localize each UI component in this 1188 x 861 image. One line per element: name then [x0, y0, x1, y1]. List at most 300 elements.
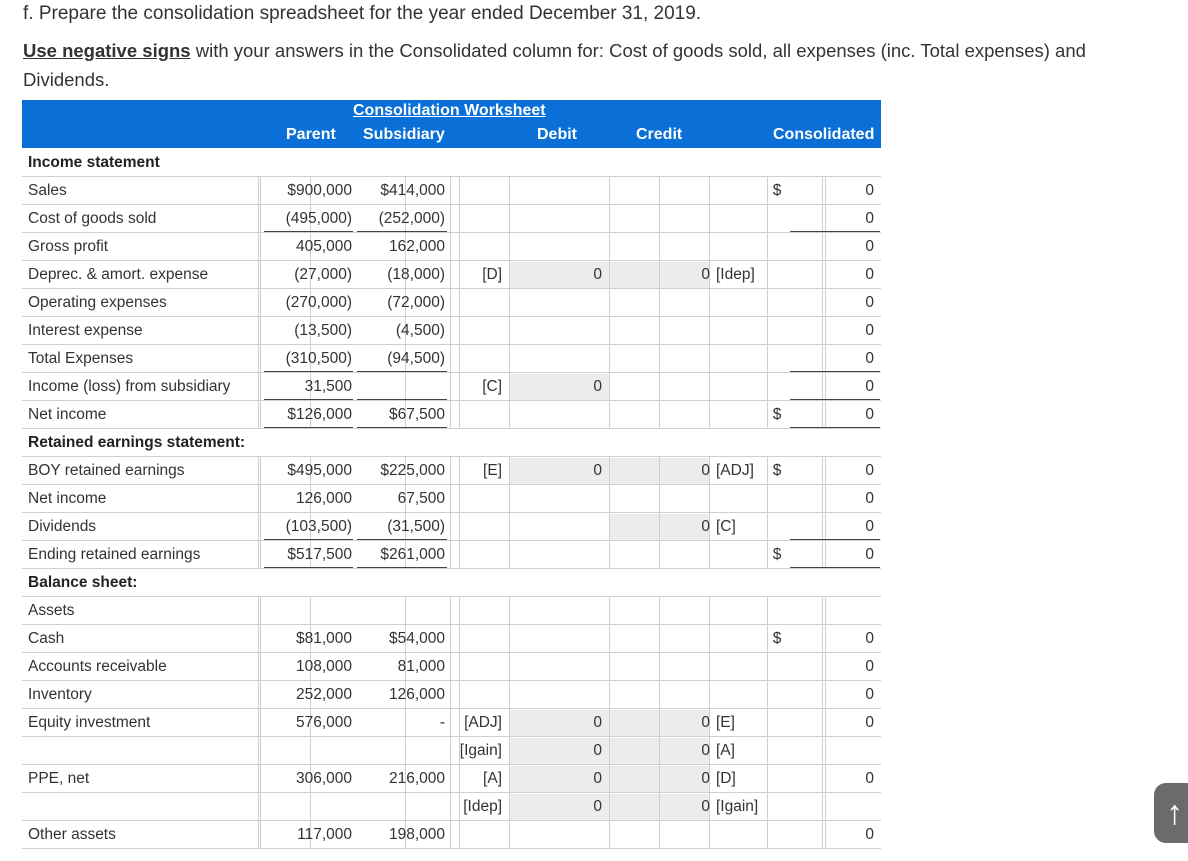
worksheet-row — [22, 177, 881, 205]
section-title: Income statement — [28, 154, 160, 171]
row-label: Interest expense — [28, 322, 143, 339]
consolidated-input[interactable]: 0 — [865, 266, 874, 283]
credit-reference: [ADJ] — [716, 462, 754, 479]
cell-border — [450, 709, 451, 737]
cell-border — [459, 625, 460, 653]
consolidated-input[interactable]: 0 — [865, 630, 874, 647]
debit-input[interactable]: 0 — [593, 770, 602, 787]
currency-symbol: $ — [772, 630, 782, 647]
cell-border — [260, 541, 261, 569]
row-label: Other assets — [28, 826, 116, 843]
cell-border — [258, 485, 259, 513]
debit-input[interactable]: 0 — [593, 714, 602, 731]
section-header-row — [22, 569, 881, 597]
cell-border — [450, 625, 451, 653]
debit-input[interactable]: 0 — [593, 378, 602, 395]
cell-border — [709, 205, 710, 233]
cell-border — [767, 709, 768, 737]
cell-border — [509, 625, 510, 653]
credit-input[interactable]: 0 — [701, 770, 710, 787]
cell-border — [310, 793, 311, 821]
worksheet-row — [22, 653, 881, 681]
cell-border — [405, 597, 406, 625]
cell-border — [659, 541, 660, 569]
cell-border — [450, 597, 451, 625]
row-label: Cost of goods sold — [28, 210, 157, 227]
cell-border — [459, 401, 460, 429]
cell-border — [450, 765, 451, 793]
cell-border — [260, 345, 261, 373]
cell-border — [659, 289, 660, 317]
worksheet-row — [22, 345, 881, 373]
row-label: Assets — [28, 602, 75, 619]
row-label: Operating expenses — [28, 294, 167, 311]
debit-reference: [E] — [483, 462, 502, 479]
credit-reference: [Igain] — [716, 798, 759, 815]
cell-border — [258, 345, 259, 373]
cell-border — [767, 289, 768, 317]
cell-border — [450, 289, 451, 317]
cell-border — [258, 597, 259, 625]
cell-border — [509, 597, 510, 625]
cell-border — [258, 401, 259, 429]
subsidiary-value: $414,000 — [380, 182, 445, 199]
cell-border — [450, 401, 451, 429]
row-label: Net income — [28, 406, 107, 423]
cell-border — [609, 345, 610, 373]
cell-border — [260, 289, 261, 317]
cell-border — [659, 317, 660, 345]
column-header-credit: Credit — [636, 126, 683, 143]
subsidiary-value: 162,000 — [388, 238, 445, 255]
cell-border — [767, 681, 768, 709]
credit-reference: [A] — [716, 742, 735, 759]
cell-border — [609, 233, 610, 261]
cell-border — [767, 765, 768, 793]
parent-value: $126,000 — [287, 406, 352, 423]
cell-border — [609, 653, 610, 681]
subsidiary-value: $54,000 — [388, 630, 445, 647]
currency-symbol: $ — [772, 406, 782, 423]
subsidiary-value: (252,000) — [378, 210, 445, 227]
credit-input[interactable]: 0 — [701, 462, 710, 479]
cell-border — [459, 681, 460, 709]
cell-border — [258, 625, 259, 653]
cell-border — [609, 681, 610, 709]
consolidated-input[interactable]: 0 — [865, 658, 874, 675]
consolidated-input[interactable]: 0 — [865, 686, 874, 703]
cell-border — [258, 653, 259, 681]
parent-value: (270,000) — [285, 294, 352, 311]
consolidated-input[interactable]: 0 — [865, 770, 874, 787]
cell-border — [509, 401, 510, 429]
worksheet-row — [22, 485, 881, 513]
debit-reference: [C] — [482, 378, 502, 395]
worksheet-title: Consolidation Worksheet — [353, 102, 546, 119]
credit-input[interactable]: 0 — [701, 266, 710, 283]
cell-border — [450, 317, 451, 345]
cell-border — [709, 177, 710, 205]
credit-reference: [E] — [716, 714, 735, 731]
cell-border — [709, 625, 710, 653]
cell-border — [450, 793, 451, 821]
instruction-text: with your answers in the Consolidated column for: Cost of goods sold, all expenses (inc. Total expenses) and Dividends. — [23, 40, 1086, 90]
cell-border — [767, 653, 768, 681]
currency-symbol: $ — [772, 546, 782, 563]
parent-value: $517,500 — [287, 546, 352, 563]
consolidated-input[interactable]: 0 — [865, 350, 874, 367]
cell-border — [767, 485, 768, 513]
cell-border — [310, 737, 311, 765]
cell-border — [260, 653, 261, 681]
question-instruction — [23, 36, 1173, 94]
cell-border — [659, 625, 660, 653]
cell-border — [767, 793, 768, 821]
consolidated-input[interactable]: 0 — [865, 182, 874, 199]
row-label: PPE, net — [28, 770, 90, 787]
debit-reference: [Idep] — [463, 798, 502, 815]
cell-border — [767, 205, 768, 233]
cell-border — [822, 737, 823, 765]
cell-border — [260, 401, 261, 429]
cell-border — [260, 737, 261, 765]
worksheet-row — [22, 709, 881, 737]
consolidated-input[interactable]: 0 — [865, 826, 874, 843]
consolidated-input[interactable]: 0 — [865, 714, 874, 731]
worksheet-row — [22, 205, 881, 233]
cell-border — [767, 597, 768, 625]
cell-border — [450, 261, 451, 289]
row-label: BOY retained earnings — [28, 462, 185, 479]
cell-border — [258, 373, 259, 401]
cell-border — [509, 177, 510, 205]
worksheet-row — [22, 233, 881, 261]
debit-input[interactable]: 0 — [593, 266, 602, 283]
cell-border — [609, 205, 610, 233]
row-divider — [22, 848, 881, 849]
parent-value: 306,000 — [295, 770, 352, 787]
cell-border — [509, 513, 510, 541]
cell-border — [450, 513, 451, 541]
cell-border — [509, 485, 510, 513]
cell-border — [260, 317, 261, 345]
debit-input[interactable]: 0 — [593, 742, 602, 759]
parent-value: (103,500) — [285, 518, 352, 535]
cell-border — [459, 485, 460, 513]
cell-border — [659, 205, 660, 233]
cell-border — [767, 373, 768, 401]
worksheet-row — [22, 737, 881, 765]
worksheet-row — [22, 821, 881, 849]
subsidiary-value: - — [439, 714, 445, 731]
section-title: Balance sheet: — [28, 574, 138, 591]
cell-border — [450, 737, 451, 765]
debit-reference: [Igain] — [459, 742, 502, 759]
cell-border — [405, 793, 406, 821]
worksheet-row — [22, 793, 881, 821]
cell-border — [260, 821, 261, 849]
row-label: Equity investment — [28, 714, 151, 731]
parent-value: $81,000 — [295, 630, 352, 647]
worksheet-row — [22, 765, 881, 793]
consolidated-input[interactable]: 0 — [865, 322, 874, 339]
consolidated-input[interactable]: 0 — [865, 294, 874, 311]
cell-border — [258, 765, 259, 793]
cell-border — [459, 233, 460, 261]
worksheet-row — [22, 681, 881, 709]
cell-border — [260, 261, 261, 289]
cell-border — [509, 317, 510, 345]
cell-border — [260, 457, 261, 485]
row-label: Deprec. & amort. expense — [28, 266, 209, 283]
worksheet-row — [22, 261, 881, 289]
row-label: Cash — [28, 630, 65, 647]
cell-border — [709, 485, 710, 513]
cell-border — [509, 681, 510, 709]
cell-border — [258, 709, 259, 737]
cell-border — [260, 625, 261, 653]
cell-border — [258, 737, 259, 765]
column-header-subsidiary: Subsidiary — [363, 126, 445, 143]
cell-border — [459, 513, 460, 541]
section-title: Retained earnings statement: — [28, 434, 246, 451]
cell-border — [260, 205, 261, 233]
debit-reference: [ADJ] — [464, 714, 502, 731]
credit-input[interactable]: 0 — [701, 714, 710, 731]
cell-border — [260, 681, 261, 709]
cell-border — [260, 513, 261, 541]
cell-border — [310, 597, 311, 625]
debit-reference: [A] — [483, 770, 502, 787]
cell-border — [260, 485, 261, 513]
cell-border — [450, 205, 451, 233]
cell-border — [450, 653, 451, 681]
cell-border — [258, 793, 259, 821]
cell-border — [258, 513, 259, 541]
subsidiary-value: 216,000 — [388, 770, 445, 787]
parent-value: 405,000 — [295, 238, 352, 255]
parent-value: $495,000 — [287, 462, 352, 479]
parent-value: 117,000 — [297, 826, 352, 843]
cell-border — [450, 457, 451, 485]
subsidiary-value: (4,500) — [395, 322, 445, 339]
credit-input[interactable]: 0 — [701, 518, 710, 535]
cell-border — [450, 541, 451, 569]
cell-border — [450, 345, 451, 373]
cell-border — [260, 709, 261, 737]
cell-border — [258, 681, 259, 709]
column-header-consolidated: Consolidated — [773, 126, 875, 143]
cell-border — [609, 289, 610, 317]
credit-reference: [Idep] — [716, 266, 755, 283]
row-label: Gross profit — [28, 238, 109, 255]
cell-border — [258, 457, 259, 485]
cell-border — [459, 597, 460, 625]
cell-border — [258, 317, 259, 345]
cell-border — [609, 625, 610, 653]
arrow-up-icon: ↑ — [1166, 794, 1183, 832]
cell-border — [767, 233, 768, 261]
parent-value: 126,000 — [295, 490, 352, 507]
cell-border — [260, 373, 261, 401]
cell-border — [659, 233, 660, 261]
subsidiary-value: (31,500) — [387, 518, 445, 535]
consolidated-input[interactable]: 0 — [865, 546, 874, 563]
row-label: Ending retained earnings — [28, 546, 201, 563]
cell-border — [509, 205, 510, 233]
cell-border — [659, 401, 660, 429]
cell-border — [609, 485, 610, 513]
cell-border — [659, 597, 660, 625]
consolidated-input[interactable]: 0 — [865, 210, 874, 227]
cell-border — [709, 681, 710, 709]
cell-border — [450, 485, 451, 513]
cell-border — [459, 653, 460, 681]
cell-border — [659, 345, 660, 373]
cell-border — [709, 401, 710, 429]
cell-border — [459, 289, 460, 317]
parent-value: 252,000 — [295, 686, 352, 703]
cell-border — [450, 373, 451, 401]
debit-input[interactable]: 0 — [593, 798, 602, 815]
row-label: Inventory — [28, 686, 92, 703]
subsidiary-value: (72,000) — [387, 294, 445, 311]
parent-value: 108,000 — [295, 658, 352, 675]
cell-border — [509, 345, 510, 373]
cell-border — [609, 401, 610, 429]
cell-border — [709, 317, 710, 345]
cell-border — [459, 177, 460, 205]
worksheet-row — [22, 289, 881, 317]
cell-border — [509, 821, 510, 849]
cell-border — [258, 289, 259, 317]
row-label: Net income — [28, 490, 107, 507]
worksheet-row — [22, 317, 881, 345]
cell-border — [659, 653, 660, 681]
question-title: f. Prepare the consolidation spreadsheet for the year ended December 31, 2019. — [23, 3, 702, 24]
cell-border — [825, 737, 826, 765]
cell-border — [709, 345, 710, 373]
currency-symbol: $ — [772, 462, 782, 479]
scroll-to-top-button[interactable] — [1154, 783, 1188, 843]
credit-reference: [C] — [716, 518, 736, 535]
worksheet-row — [22, 457, 881, 485]
cell-border — [709, 653, 710, 681]
cell-border — [609, 373, 610, 401]
cell-border — [509, 289, 510, 317]
cell-border — [260, 765, 261, 793]
subsidiary-value — [357, 373, 445, 400]
cell-border — [459, 345, 460, 373]
cell-border — [709, 597, 710, 625]
column-header-parent: Parent — [286, 126, 336, 143]
worksheet-row — [22, 625, 881, 653]
row-label: Income (loss) from subsidiary — [28, 378, 231, 395]
credit-input[interactable]: 0 — [701, 798, 710, 815]
cell-border — [767, 261, 768, 289]
parent-value: 31,500 — [304, 378, 352, 395]
cell-border — [258, 261, 259, 289]
worksheet-row — [22, 373, 881, 401]
consolidation-worksheet — [22, 100, 881, 861]
cell-border — [659, 681, 660, 709]
cell-border — [767, 317, 768, 345]
cell-border — [709, 233, 710, 261]
subsidiary-value: 67,500 — [397, 490, 445, 507]
cell-border — [767, 513, 768, 541]
subsidiary-value: 126,000 — [388, 686, 445, 703]
section-header-row — [22, 149, 881, 177]
instruction-emphasis: Use negative signs — [23, 40, 191, 61]
cell-border — [450, 177, 451, 205]
cell-border — [659, 373, 660, 401]
consolidated-input[interactable]: 0 — [865, 406, 874, 423]
consolidated-input[interactable]: 0 — [865, 238, 874, 255]
cell-border — [609, 597, 610, 625]
worksheet-header — [22, 100, 881, 148]
cell-border — [609, 317, 610, 345]
consolidated-input[interactable]: 0 — [865, 490, 874, 507]
cell-border — [767, 737, 768, 765]
consolidated-input[interactable]: 0 — [865, 518, 874, 535]
section-header-row — [22, 429, 881, 457]
consolidated-input[interactable]: 0 — [865, 378, 874, 395]
cell-border — [659, 177, 660, 205]
cell-border — [609, 821, 610, 849]
cell-border — [825, 793, 826, 821]
cell-border — [258, 205, 259, 233]
cell-border — [260, 233, 261, 261]
subsidiary-value: 81,000 — [397, 658, 445, 675]
worksheet-row — [22, 597, 881, 625]
cell-border — [258, 233, 259, 261]
cell-border — [709, 289, 710, 317]
worksheet-row — [22, 541, 881, 569]
cell-border — [825, 597, 826, 625]
parent-value: $900,000 — [287, 182, 352, 199]
row-label: Dividends — [28, 518, 97, 535]
parent-value: (310,500) — [285, 350, 352, 367]
cell-border — [450, 821, 451, 849]
parent-value: (13,500) — [294, 322, 352, 339]
cell-border — [260, 177, 261, 205]
credit-input[interactable]: 0 — [701, 742, 710, 759]
credit-reference: [D] — [716, 770, 736, 787]
subsidiary-value: 198,000 — [388, 826, 445, 843]
cell-border — [767, 345, 768, 373]
subsidiary-value: (18,000) — [387, 266, 445, 283]
subsidiary-value: $225,000 — [380, 462, 445, 479]
cell-border — [260, 597, 261, 625]
cell-border — [258, 821, 259, 849]
cell-border — [258, 541, 259, 569]
cell-border — [822, 793, 823, 821]
cell-border — [659, 821, 660, 849]
row-label: Accounts receivable — [28, 658, 167, 675]
cell-border — [459, 821, 460, 849]
row-label: Sales — [28, 182, 67, 199]
debit-input[interactable]: 0 — [593, 462, 602, 479]
cell-border — [509, 233, 510, 261]
cell-border — [609, 541, 610, 569]
consolidated-input[interactable]: 0 — [865, 462, 874, 479]
row-label: Total Expenses — [28, 350, 134, 367]
cell-border — [459, 205, 460, 233]
parent-value: (495,000) — [285, 210, 352, 227]
cell-border — [609, 177, 610, 205]
cell-border — [709, 373, 710, 401]
cell-border — [258, 177, 259, 205]
